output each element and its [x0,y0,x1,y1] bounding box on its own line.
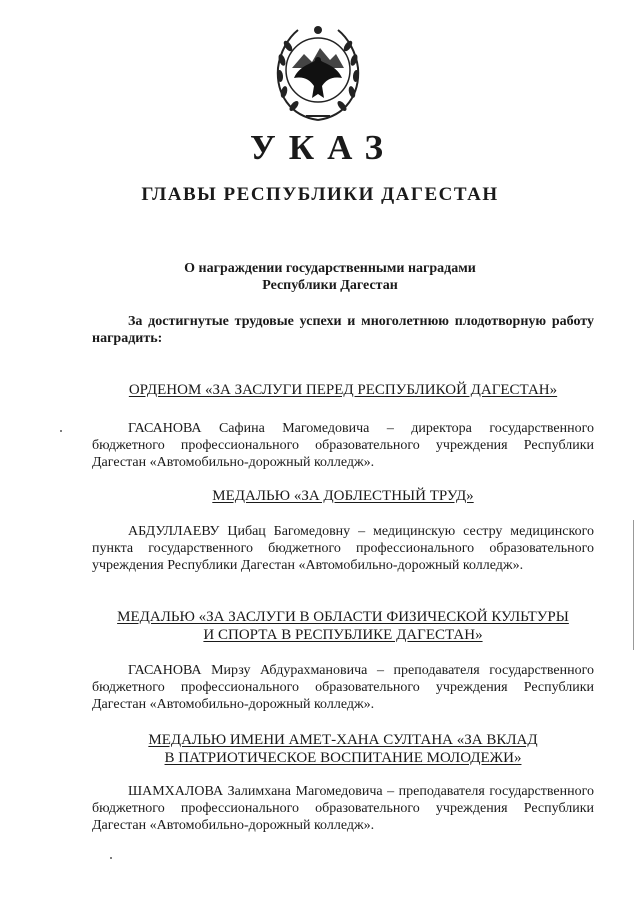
awardee-paragraph [92,420,594,471]
awardee-paragraph [92,783,594,834]
awardee-name: АБДУЛЛАЕВУ Цибац Багомедовну [128,524,351,539]
award-title-line-1: МЕДАЛЬЮ «ЗА ЗАСЛУГИ В ОБЛАСТИ ФИЗИЧЕСКОЙ КУЛЬТУРЫ [117,609,569,625]
about-line-1: О награждении государственными наградами [184,261,476,276]
decree-subtitle: ГЛАВЫ РЕСПУБЛИКИ ДАГЕСТАН [141,184,499,205]
awardee-name: ГАСАНОВА Мирзу Абдурахмановича [128,663,368,678]
awardee-description: – преподавателя государственного бюджетного профессионального образовательного учреждения Республики Дагестан «Автомобильно-дорожный колледж». [92,784,594,833]
award-title-line-2: И СПОРТА В РЕСПУБЛИКЕ ДАГЕСТАН» [203,627,483,643]
award-title-line-1: ОРДЕНОМ «ЗА ЗАСЛУГИ ПЕРЕД РЕСПУБЛИКОЙ ДАГЕСТАН» [128,382,558,398]
decree-title: УКАЗ [250,128,396,167]
decree-about [160,260,500,294]
award-title-line-2: В ПАТРИОТИЧЕСКОЕ ВОСПИТАНИЕ МОЛОДЕЖИ» [164,750,522,766]
dagestan-coat-of-arms-icon [270,20,366,124]
award-title [92,731,594,767]
scan-speck [60,430,62,432]
award-title [92,487,594,505]
awardee-description: – директора государственного бюджетного профессионального образовательного учреждения Республики Дагестан «Автомобильно-дорожный колледж». [92,421,594,470]
award-title [92,608,594,644]
awardee-description: – медицинскую сестру медицинского пункта государственного бюджетного профессионального образовательного учреждения Республики Дагестан «Автомобильно-дорожный колледж». [92,524,594,573]
decree-intro: За достигнутые трудовые успехи и многолетнюю плодотворную работу наградить: [92,314,594,346]
award-title [92,381,594,399]
awardee-name: ШАМХАЛОВА Залимхана Магомедовича [128,784,383,799]
awardee-paragraph [92,662,594,713]
about-line-2: Республики Дагестан [262,278,398,293]
awardee-description: – преподавателя государственного бюджетного профессионального образовательного учреждения Республики Дагестан «Автомобильно-дорожный колледж». [92,663,594,712]
awardee-name: ГАСАНОВА Сафина Магомедовича [128,421,370,436]
scan-speck [110,857,112,859]
award-title-line-1: МЕДАЛЬЮ «ЗА ДОБЛЕСТНЫЙ ТРУД» [212,488,474,504]
scan-edge-line [633,520,634,650]
awardee-paragraph [92,523,594,574]
award-title-line-1: МЕДАЛЬЮ ИМЕНИ АМЕТ-ХАНА СУЛТАНА «ЗА ВКЛАД [148,732,538,748]
